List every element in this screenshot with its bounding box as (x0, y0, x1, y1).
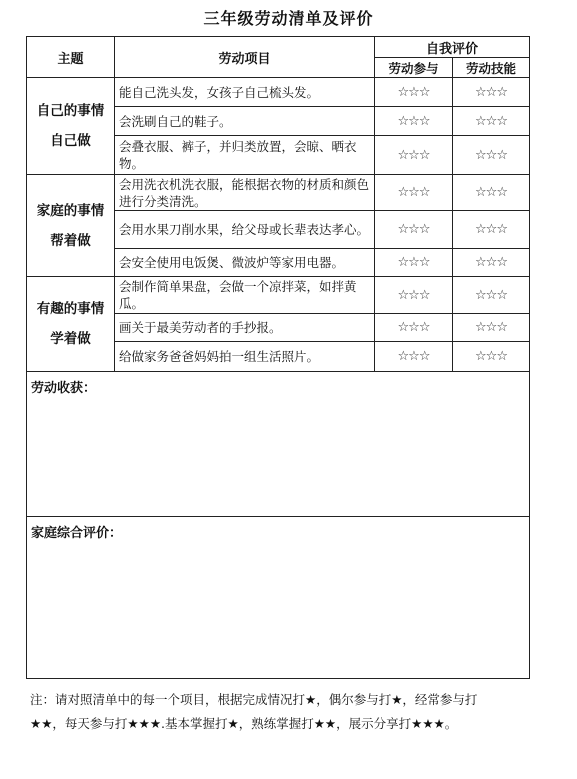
skill-stars[interactable]: ☆☆☆ (453, 249, 530, 277)
skill-stars[interactable]: ☆☆☆ (453, 136, 530, 175)
theme-cell (27, 175, 115, 277)
participation-stars[interactable]: ☆☆☆ (375, 107, 453, 136)
header-item: 劳动项目 (115, 37, 375, 78)
harvest-row (27, 372, 530, 517)
skill-stars[interactable]: ☆☆☆ (453, 175, 530, 211)
participation-stars[interactable]: ☆☆☆ (375, 175, 453, 211)
item-text: 会用洗衣机洗衣服，能根据衣物的材质和颜色进行分类清洗。 (115, 175, 375, 211)
theme-label: 帮着做 (50, 232, 91, 249)
table-row (27, 175, 530, 211)
skill-stars[interactable]: ☆☆☆ (453, 314, 530, 342)
item-text: 能自己洗头发，女孩子自己梳头发。 (115, 78, 375, 107)
participation-stars[interactable]: ☆☆☆ (375, 211, 453, 249)
skill-stars[interactable]: ☆☆☆ (453, 211, 530, 249)
harvest-label: 劳动收获： (31, 381, 97, 396)
participation-stars[interactable]: ☆☆☆ (375, 342, 453, 372)
item-text: 会安全使用电饭煲、微波炉等家用电器。 (115, 249, 375, 277)
theme-cell (27, 78, 115, 175)
item-text: 会制作简单果盘，会做一个凉拌菜，如拌黄瓜。 (115, 277, 375, 314)
footnote-line: ★★，每天参与打★★★.基本掌握打★，熟练掌握打★★，展示分享打★★★。 (30, 716, 458, 731)
skill-stars[interactable]: ☆☆☆ (453, 78, 530, 107)
harvest-field[interactable] (27, 372, 530, 517)
document-title: 三年级劳动清单及评价 (203, 9, 374, 28)
skill-stars[interactable]: ☆☆☆ (453, 107, 530, 136)
item-text: 画关于最美劳动者的手抄报。 (115, 314, 375, 342)
header-skill: 劳动技能 (453, 58, 530, 78)
item-text: 会洗刷自己的鞋子。 (115, 107, 375, 136)
theme-label: 自己做 (50, 133, 91, 149)
skill-stars[interactable]: ☆☆☆ (453, 277, 530, 314)
participation-stars[interactable]: ☆☆☆ (375, 78, 453, 107)
header-participation: 劳动参与 (375, 58, 453, 78)
theme-label: 自己的事情 (36, 103, 105, 119)
item-text: 会叠衣服、裤子，并归类放置，会晾、晒衣物。 (115, 136, 375, 175)
family-eval-field[interactable] (27, 517, 530, 679)
labor-checklist-table (26, 36, 530, 679)
table-row (27, 277, 530, 314)
theme-label: 学着做 (50, 331, 91, 347)
family-eval-row (27, 517, 530, 679)
participation-stars[interactable]: ☆☆☆ (375, 249, 453, 277)
item-text: 给做家务爸爸妈妈拍一组生活照片。 (115, 342, 375, 372)
family-eval-label: 家庭综合评价： (31, 526, 123, 541)
footnote-line: 注：请对照清单中的每一个项目，根据完成情况打★，偶尔参与打★，经常参与打 (30, 692, 478, 707)
participation-stars[interactable]: ☆☆☆ (375, 314, 453, 342)
table-row (27, 78, 530, 107)
theme-label: 有趣的事情 (36, 301, 105, 317)
footnote (30, 688, 550, 736)
theme-label: 家庭的事情 (36, 202, 105, 219)
participation-stars[interactable]: ☆☆☆ (375, 136, 453, 175)
item-text: 会用水果刀削水果，给父母或长辈表达孝心。 (115, 211, 375, 249)
header-theme: 主题 (27, 37, 115, 78)
skill-stars[interactable]: ☆☆☆ (453, 342, 530, 372)
participation-stars[interactable]: ☆☆☆ (375, 277, 453, 314)
header-self-eval: 自我评价 (375, 37, 530, 58)
theme-cell (27, 277, 115, 372)
